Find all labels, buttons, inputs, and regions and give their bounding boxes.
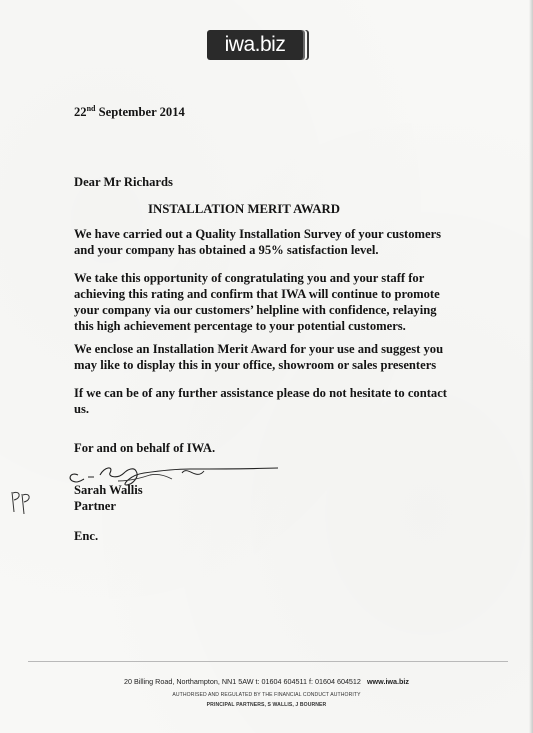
paragraph-line: and your company has obtained a 95% satisfaction level. xyxy=(74,243,379,257)
footer-partners: PRINCIPAL PARTNERS, S WALLIS, J BOURNER xyxy=(206,702,327,708)
footer-address: 20 Billing Road, Northampton, NN1 5AW t: 01604 604511 f: 01604 604512 xyxy=(123,677,361,686)
paragraph-line: We enclose an Installation Merit Award for your use and suggest you xyxy=(74,342,444,356)
greeting: Dear Mr Richards xyxy=(74,175,173,189)
paragraph-3 xyxy=(74,341,443,373)
date-suffix: nd xyxy=(86,103,96,113)
footer-address-line xyxy=(0,677,533,686)
footer-regulation: AUTHORISED AND REGULATED BY THE FINANCIAL CONDUCT AUTHORITY xyxy=(172,692,361,698)
page-edge-shadow xyxy=(529,0,533,733)
paragraph-line: We have carried out a Quality Installation Survey of your customers xyxy=(74,227,442,241)
letter-date xyxy=(74,104,185,120)
enclosure-note: Enc. xyxy=(74,529,99,543)
paragraph-line: this high achievement percentage to your potential customers. xyxy=(74,319,406,333)
handwritten-initials xyxy=(8,488,38,516)
paragraph-line: achieving this rating and confirm that IWA will continue to promote xyxy=(74,287,440,301)
subject-heading: INSTALLATION MERIT AWARD xyxy=(148,202,340,216)
paragraph-line: We take this opportunity of congratulating you and your staff for xyxy=(74,271,425,285)
date-day: 22 xyxy=(74,105,87,119)
paragraph-4 xyxy=(74,385,447,417)
paragraph-line: your company via our customers’ helpline with confidence, relaying xyxy=(74,303,437,317)
paragraph-1 xyxy=(74,226,441,258)
signatory-name: Sarah Wallis xyxy=(74,483,143,497)
footer-divider xyxy=(28,661,508,662)
logo-text: iwa.biz xyxy=(224,33,286,56)
iwa-logo xyxy=(207,30,303,60)
paragraph-line: us. xyxy=(74,402,90,416)
footer-website: www.iwa.biz xyxy=(366,677,410,686)
closing-line: For and on behalf of IWA. xyxy=(74,441,216,455)
paragraph-line: If we can be of any further assistance please do not hesitate to contact xyxy=(74,386,447,400)
paragraph-2 xyxy=(74,270,440,334)
date-rest: September 2014 xyxy=(95,105,185,119)
signatory-title: Partner xyxy=(74,499,116,513)
paragraph-line: may like to display this in your office, showroom or sales presenters xyxy=(74,358,437,372)
